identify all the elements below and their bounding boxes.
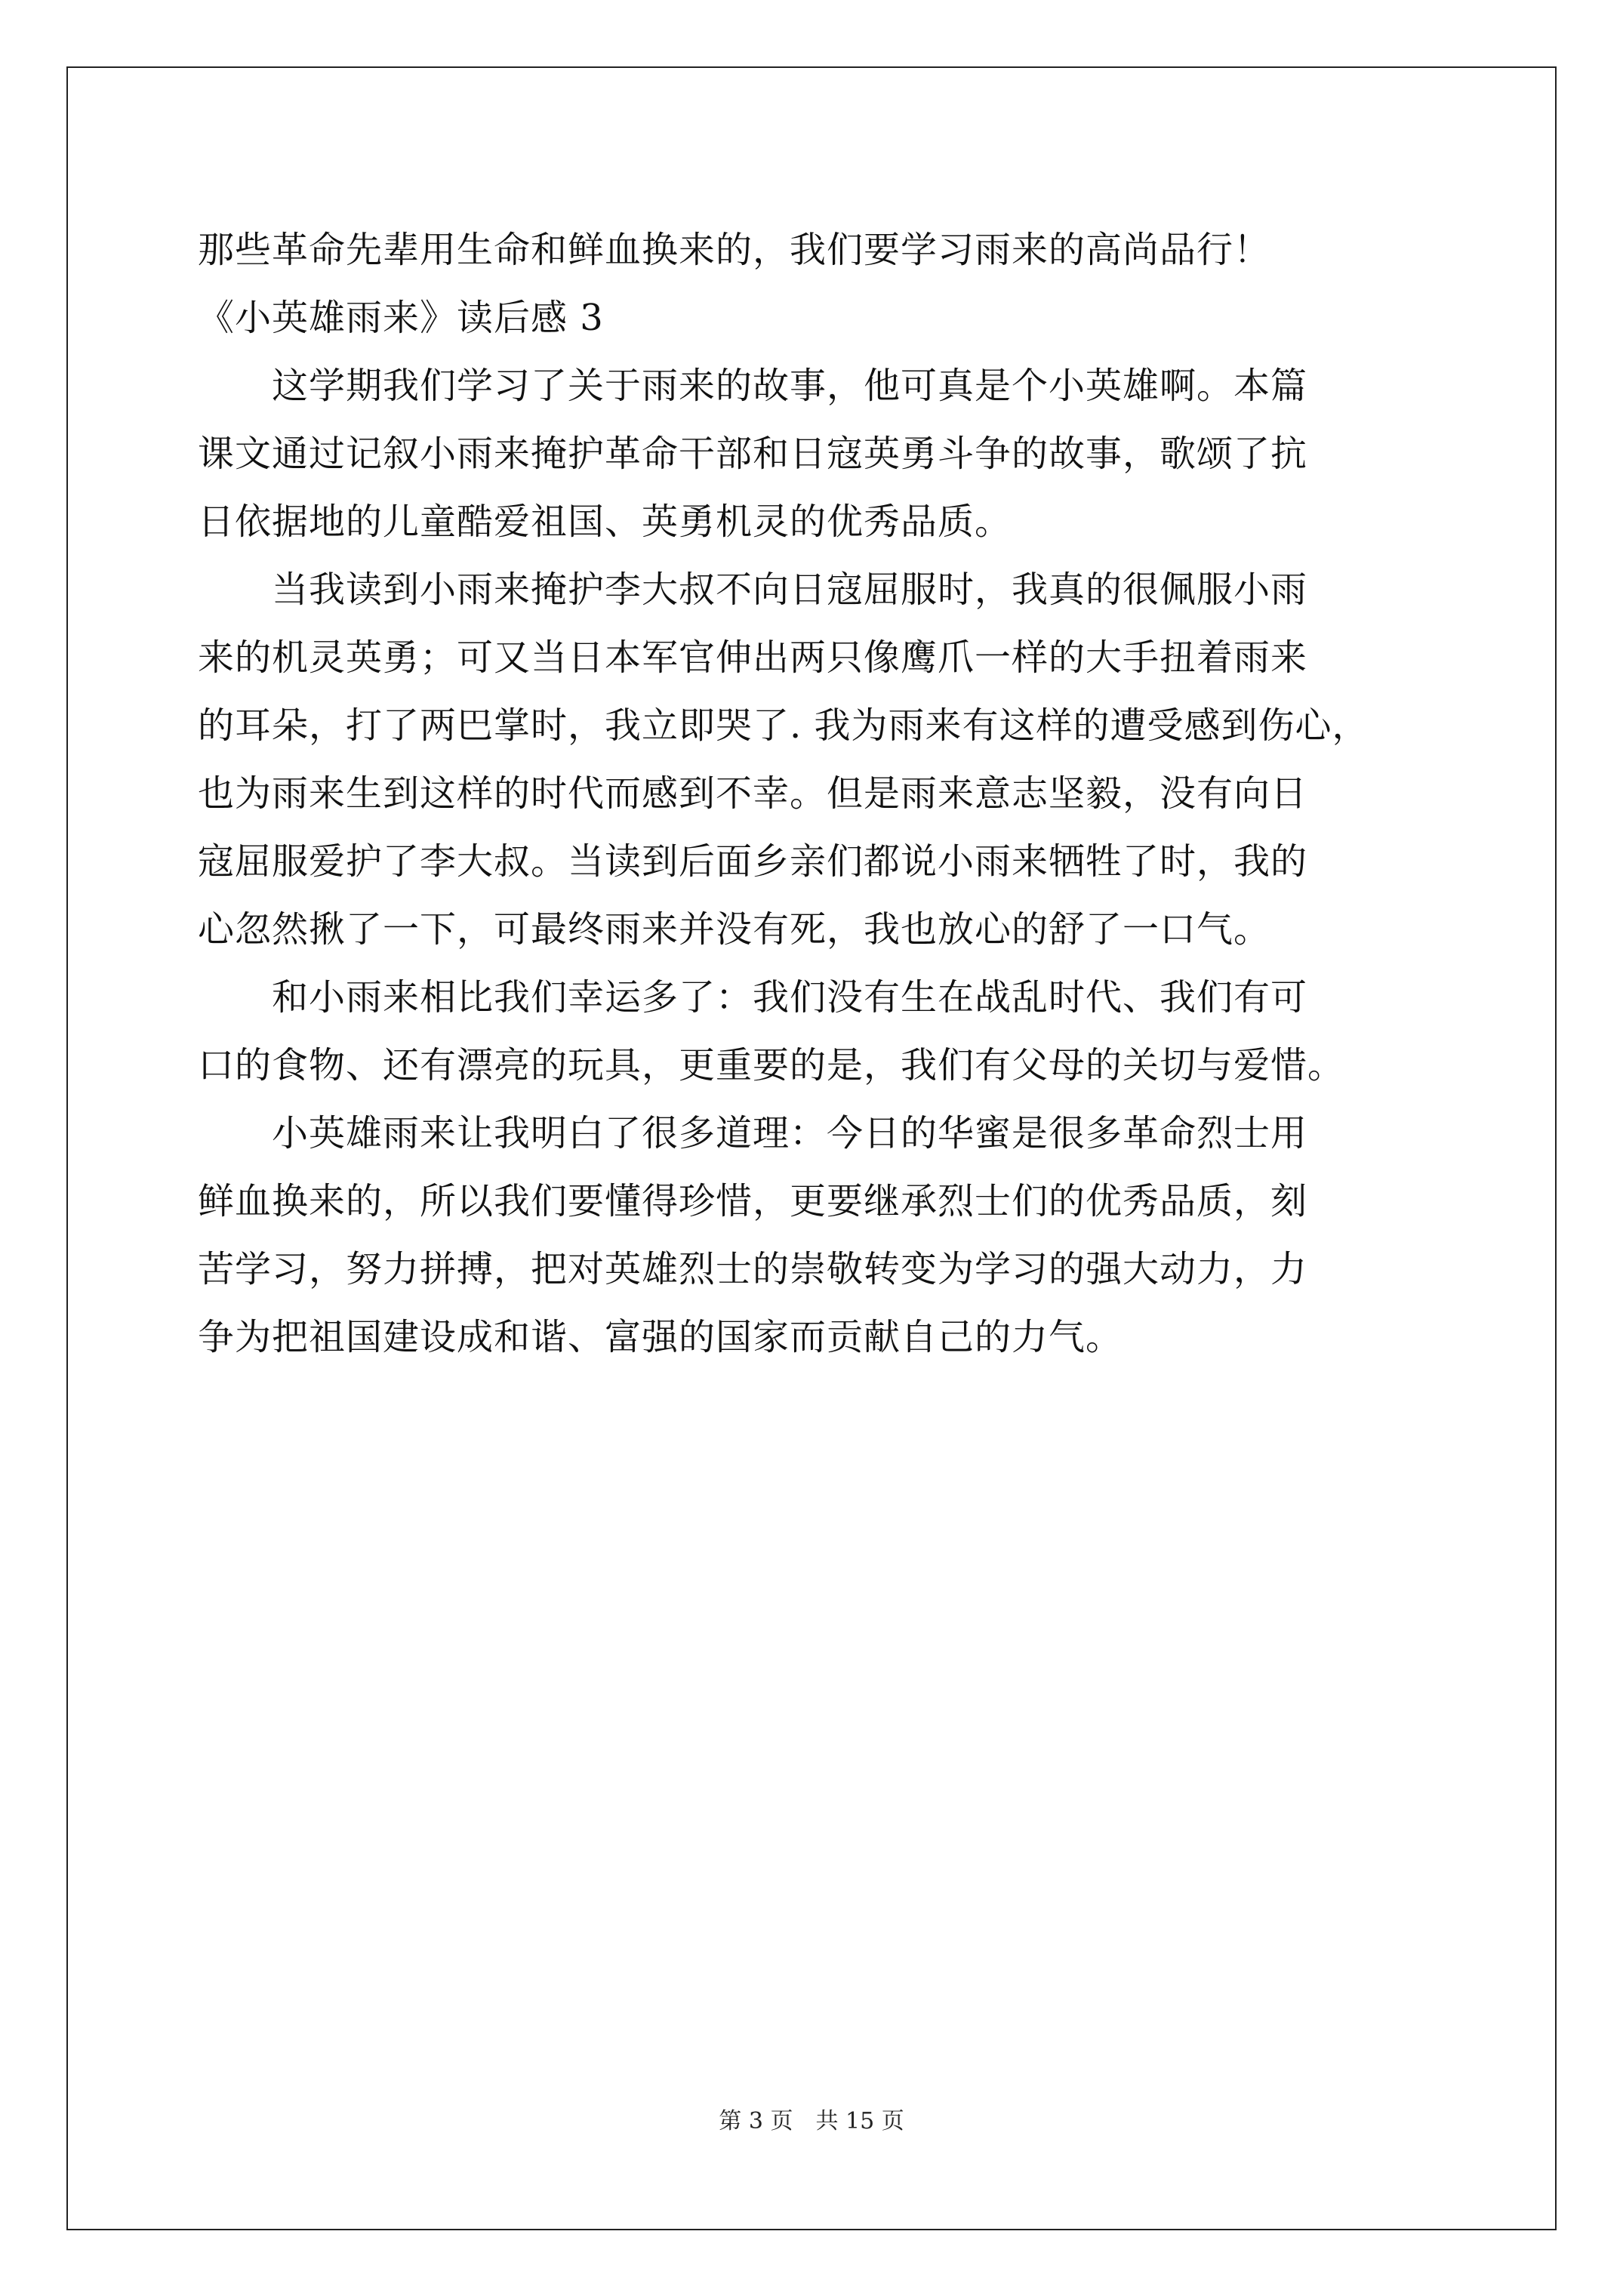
text-line: 当我读到小雨来掩护李大叔不向日寇屈服时，我真的很佩服小雨 [198, 569, 1308, 611]
text-line: 鲜血换来的，所以我们要懂得珍惜，更要继承烈士们的优秀品质，刻 [198, 1180, 1308, 1222]
text-line: 的耳朵，打了两巴掌时，我立即哭了. 我为雨来有这样的遭受感到伤心， [198, 704, 1369, 747]
document-body [198, 216, 1466, 1371]
text-line: 心忽然揪了一下，可最终雨来并没有死，我也放心的舒了一口气。 [198, 908, 1271, 951]
text-line: 那些革命先辈用生命和鲜血换来的，我们要学习雨来的高尚品行！ [198, 229, 1271, 271]
text-line: 争为把祖国建设成和谐、富强的国家而贡献自己的力气。 [198, 1316, 1123, 1358]
text-line: 寇屈服爱护了李大叔。当读到后面乡亲们都说小雨来牺牲了时，我的 [198, 840, 1308, 883]
text-line: 这学期我们学习了关于雨来的故事，他可真是个小英雄啊。本篇 [198, 365, 1308, 407]
section-heading: 《小英雄雨来》读后感 3 [198, 297, 604, 339]
text-line: 小英雄雨来让我明白了很多道理：今日的华蜜是很多革命烈士用 [198, 1112, 1308, 1154]
text-line: 苦学习，努力拼搏，把对英雄烈士的崇敬转变为学习的强大动力，力 [198, 1248, 1308, 1290]
text-line: 日依据地的儿童酷爱祖国、英勇机灵的优秀品质。 [198, 501, 1012, 543]
page-number-footer: 第 3 页 共 15 页 [719, 2108, 904, 2134]
text-line: 和小雨来相比我们幸运多了：我们没有生在战乱时代、我们有可 [198, 976, 1308, 1019]
text-line: 也为雨来生到这样的时代而感到不幸。但是雨来意志坚毅，没有向日 [198, 772, 1308, 815]
text-line: 来的机灵英勇；可又当日本军官伸出两只像鹰爪一样的大手扭着雨来 [198, 636, 1308, 679]
text-line: 课文通过记叙小雨来掩护革命干部和日寇英勇斗争的故事，歌颂了抗 [198, 433, 1308, 475]
text-line: 口的食物、还有漂亮的玩具，更重要的是，我们有父母的关切与爱惜。 [198, 1044, 1345, 1086]
